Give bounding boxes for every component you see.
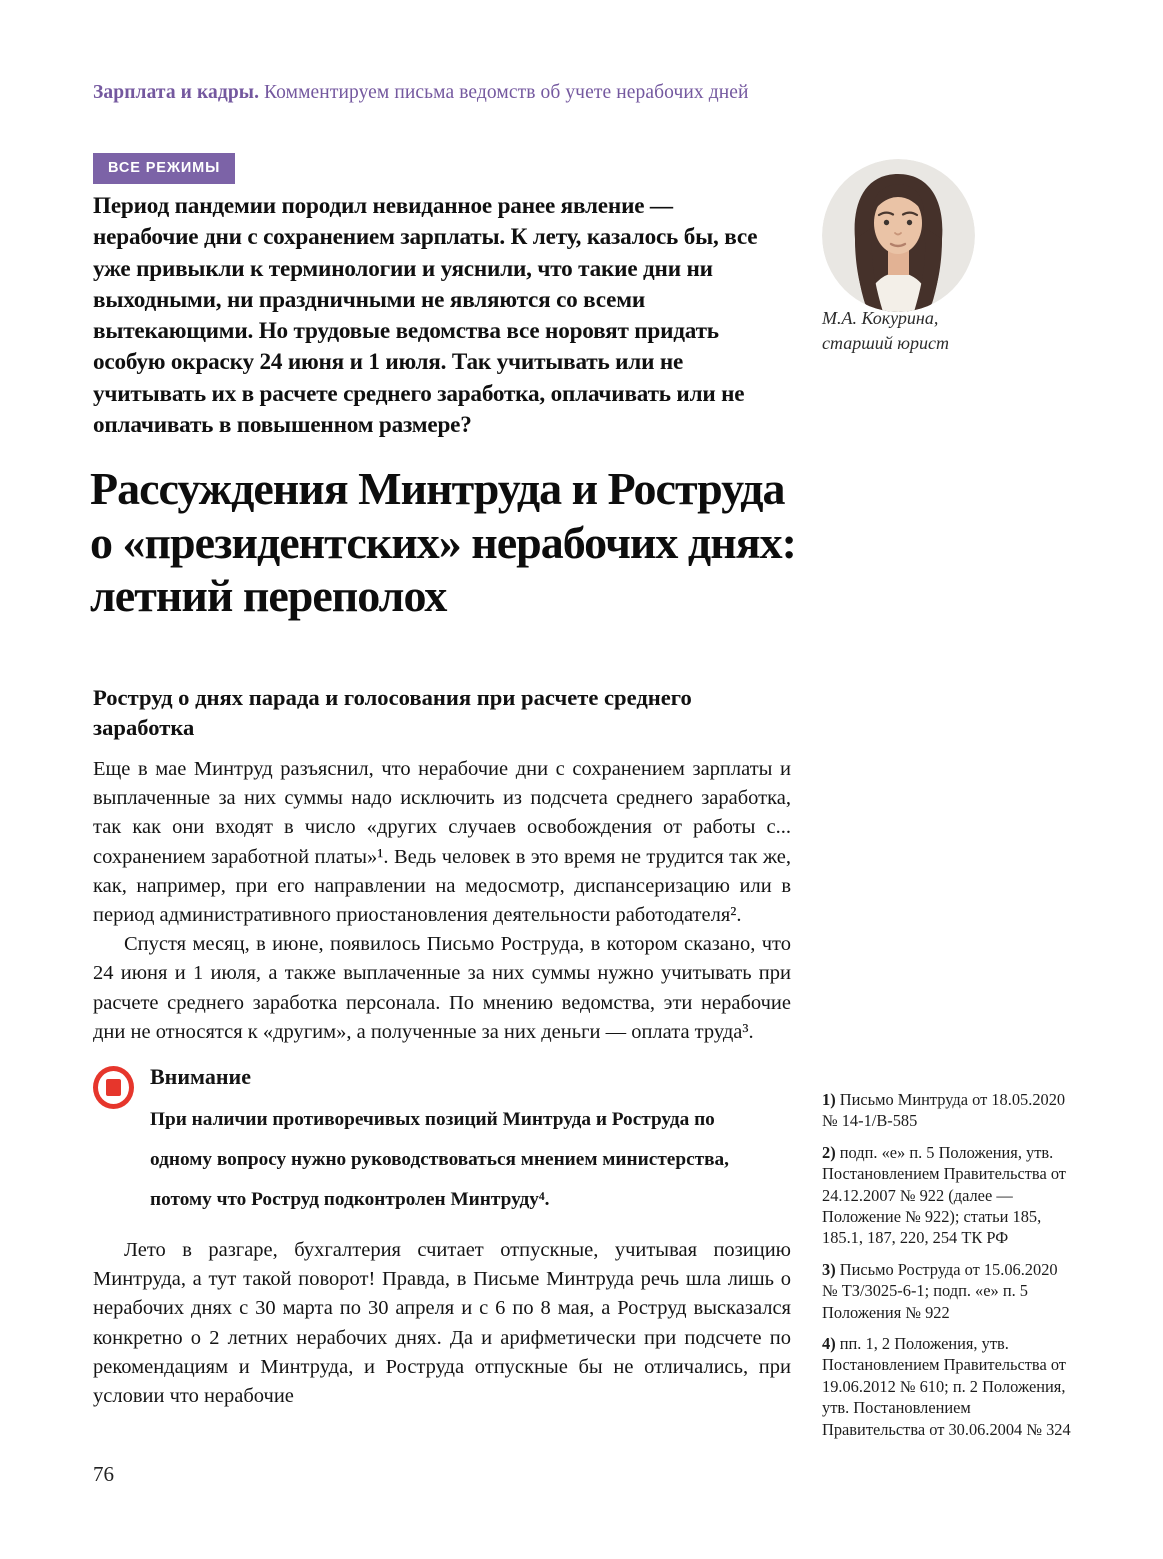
footnote-number: 4) — [822, 1334, 836, 1354]
lead-paragraph: Период пандемии породил невиданное ранее явление — нерабочие дни с сохранением зарплаты. К лету, казалось бы, все уже привыкли к терминологии и уяснили, что такие дни ни выходными, ни праздничными не являются со всеми вытекающими. Но трудовые ведомства все норовят придать особую окраску 24 июня и 1 июля. Так учитывать или не учитывать их в расчете среднего заработка, оплачивать или не оплачивать в повышенном размере? — [93, 193, 758, 439]
article-title-line: Рассуждения Минтруда и Роструда — [90, 463, 785, 514]
kicker-section-name: Зарплата и кадры. — [93, 82, 260, 103]
footnote-text: пп. 1, 2 Положения, утв. Постановлением Правительства от 19.06.2012 № 610; п. 2 Положения, утв. Постановлением Правительства от 30.06.2004 № 324 — [822, 1334, 1071, 1439]
footnote-item — [822, 1142, 1074, 1249]
body-paragraph-3: Лето в разгаре, бухгалтерия считает отпускные, учитывая позицию Минтруда, а тут такой поворот! Правда, в Письме Минтруда речь шла лишь о нерабочих днях с 30 марта по 30 апреля и с 6 по 8 мая, а Роструд высказался конкретно о 2 летних нерабочих днях. Да и арифметически при подсчете по рекомендациям и Минтруда, и Роструда отпускные бы не отличались, при условии что нерабочие — [93, 1239, 791, 1408]
footnote-text: Письмо Роструда от 15.06.2020 № ТЗ/3025-6-1; подп. «е» п. 5 Положения № 922 — [822, 1259, 1058, 1322]
page-number: 76 — [93, 1462, 114, 1486]
footnote-text: Письмо Минтруда от 18.05.2020 № 14-1/В-585 — [822, 1090, 1066, 1131]
body-paragraph-2: Спустя месяц, в июне, появилось Письмо Роструда, в котором сказано, что 24 июня и 1 июля, а также выплаченные за них суммы нужно учитывать при расчете среднего заработка персонала. По мнению ведомства, эти нерабочие дни не относятся к «другим», а полученные за них деньги — оплата труда³. — [93, 933, 791, 1043]
footnote-number: 3) — [822, 1259, 836, 1279]
footnote-item — [822, 1089, 1074, 1132]
attention-icon-square — [106, 1079, 121, 1096]
footnote-text: подп. «е» п. 5 Положения, утв. Постановлением Правительства от 24.12.2007 № 922 (далее — Положение № 922); статьи 185, 185.1, 187, 220, 254 ТК РФ — [822, 1142, 1066, 1248]
footnote-item — [822, 1259, 1074, 1323]
footnote-number: 2) — [822, 1142, 836, 1162]
footnote-item — [822, 1333, 1074, 1440]
author-photo-illustration — [822, 159, 975, 312]
article-title-line: летний переполох — [90, 570, 447, 621]
attention-title: Внимание — [150, 1064, 251, 1090]
article-title-line: о «президентских» нерабочих днях: — [90, 516, 796, 568]
section-heading: Роструд о днях парада и голосования при расчете среднего заработка — [93, 685, 692, 740]
footnotes-sidebar — [822, 1089, 1074, 1450]
author-name: М.А. Кокурина, — [822, 308, 939, 328]
body-paragraph-1: Еще в мае Минтруд разъяснил, что нерабочие дни с сохранением зарплаты и выплаченные за них суммы надо исключить из подсчета среднего заработка, так как они входят в число «других случаев освобождения от работы с... сохранением заработной платы»¹. Ведь человек в это время не трудится так же, как, например, при его направлении на медосмотр, диспансеризацию или в период административного приостановления деятельности работодателя². — [93, 758, 791, 927]
article-body — [93, 755, 791, 1411]
article-title — [90, 462, 796, 623]
attention-callout — [93, 1063, 791, 1220]
kicker-subtitle: Комментируем письма ведомств об учете нерабочих дней — [264, 82, 749, 103]
section-kicker — [93, 82, 749, 104]
author-photo — [822, 159, 975, 312]
author-role: старший юрист — [822, 332, 949, 353]
author-caption — [822, 306, 949, 355]
attention-text: При наличии противоречивых позиций Минтруда и Роструда по одному вопросу нужно руководствоваться мнением министерства, потому что Роструд подконтролен Минтруду⁴. — [150, 1109, 729, 1211]
attention-icon — [93, 1066, 134, 1109]
footnote-number: 1) — [822, 1090, 836, 1109]
all-regimes-badge: ВСЕ РЕЖИМЫ — [93, 153, 235, 184]
